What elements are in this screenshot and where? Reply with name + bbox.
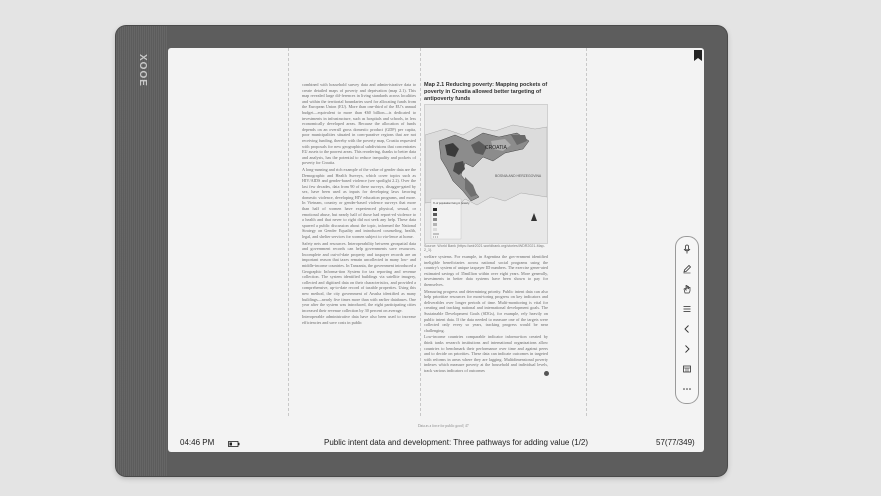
paragraph: welfare systems. For example, in Argentina the gov-ernment identified ineligible beneficiaries across national social programs using the country's system of unique taxpayer ID numbers. The exercise gener-ated estimated savings of 35million within over eight years. More generally, investments in better data systems have been shown to pay for themselves. <box>424 254 548 287</box>
column-guide <box>586 48 587 416</box>
paragraph: Interoperable administrative data have also been used to increase efficiencies and save costs in public <box>302 314 416 325</box>
column-guide <box>288 48 289 416</box>
bookmark-icon[interactable] <box>694 50 702 61</box>
status-bar <box>168 436 704 452</box>
footer-right: Data as a force for public good | 47 <box>418 424 469 428</box>
neighbor-label: BOSNIA AND HERZEGOVINA <box>495 174 542 178</box>
column-guide <box>420 48 421 416</box>
gallery-icon[interactable] <box>679 361 695 377</box>
legend-title: % of population living in poverty <box>433 202 470 205</box>
paragraph: A long-running and rich example of the value of gender data are the Demographic and Health Surveys, which cover topics such as HIV/AIDS and gender-based violence (see spotlight 2.2). Over the last few decades, data from 90 of these surveys, disaggre-gated by sex, have been used as inputs for developing laws favoring domestic violence, developing HIV education programs, and more. In Vietnam, country or gender-based violence surveys that more than half of women have experienced physical, sexual, or emotional abuse, but nearly half of those had report-ed violence to a health and that never to right did not seek any help. These data spurred a public discussion about the topic, informed the National Strategy on Gender Equality and introduced counseling, health, legal, and shelter services for women subject to vio-lence at home. <box>302 166 416 240</box>
chapter-title[interactable]: Public intent data and development: Three pathways for adding value (1/2) <box>324 438 589 447</box>
map-source: Source: World Bank (https://wdr2021.worldbank.org/stories/WDR2021-Map-2_1). <box>424 244 545 252</box>
paragraph: Low-income countries comparable indicator informa-tion created by think tanks research institutions and international organizations allow countries to benchmark their performance over time and against peers and to decide on priorities. These data can indicate outcomes in targeted with reforms in areas where they are lagging. Multidimensional poverty indexes which measure poverty at the household and individual levels, track various indicators of outcomes <box>424 334 548 373</box>
country-label: CROATIA <box>485 145 507 151</box>
more-icon[interactable] <box>679 381 695 397</box>
prev-page-icon[interactable] <box>679 321 695 337</box>
menu-icon[interactable] <box>679 301 695 317</box>
scroll-indicator[interactable] <box>544 371 549 376</box>
paragraph: Safety nets and resources. Interoperability between geospatial data and government records can help governments save resources. Incomplete and out-of-date property and taxpayer records are an important reason that taxes remain uncollected in many low- and middle-income countries. In Tanzania, the government introduced a Geographic Informa-tion System for tax reporting and revenue collection. The system identified buildings via satellite imagery, collected and digitized data on their characteristics, and provided a comprehensive, up-to-date record of taxable properties. Using this new method, the city government of Arusha identified as many buildings—nearly five times more than with earlier databases. One year after the system was introduced, the eight participating cities increased their revenue collection by 30 percent on average. <box>302 240 416 313</box>
next-page-icon[interactable] <box>679 341 695 357</box>
map-title: Map 2.1 Reducing poverty: Mapping pockets of poverty in Croatia allowed better targeting of antipoverty funds <box>424 82 548 102</box>
pencil-icon[interactable] <box>679 261 695 277</box>
croatia-poverty-map[interactable] <box>424 104 548 244</box>
text-column-right <box>424 254 548 412</box>
battery-icon <box>228 440 240 449</box>
paragraph: Measuring progress and determining priority. Public intent data can also help prioritize resources for moni-toring progress on key indicators and deliverables over longer periods of time. Multi-monitoring is vital for creating and tracking national and international development goals. The Sustainable Development Goals (SDGs), for example, rely heavily on public intent data. If the data needed to measure one of the targets were collected only every so years, tracking progress would be near challenging. <box>424 288 548 333</box>
floating-toolbar <box>675 236 699 404</box>
brand-logo: XOOE <box>137 54 148 87</box>
paragraph: combined with household survey data and admin-istrative data to create detailed maps of poverty and deprivation (map 2.1). This map revealed large dif-ferences in living standards across localities and within the territorial boundaries used for allocating funds from the European Union (EU). More than one-third of the EU's annual budget—equivalent to more than €60 billion—is dedicated to investments in infrastructure, such as hospitals and schools, in less economically developed areas. Because the allocation of funds depends on an overall gross domestic product (GDP) per capita, poor municipalities situated in com-parative regions that are not receiving funding, thereby with the poverty map, Croatia requested with proposals for new geographical subdivisions that concentrates EU assets to the poorest areas. This reordering, thanks to better data and analysis, has the potential to reduce inequality and pockets of poverty for Croatia. <box>302 82 416 166</box>
clock: 04:46 PM <box>180 438 215 447</box>
map-graphic <box>425 105 547 243</box>
hand-icon[interactable] <box>679 281 695 297</box>
mic-icon[interactable] <box>679 241 695 257</box>
text-column-left <box>302 82 416 412</box>
screen[interactable] <box>168 48 704 452</box>
page-counter[interactable]: 57(77/349) <box>656 438 695 447</box>
